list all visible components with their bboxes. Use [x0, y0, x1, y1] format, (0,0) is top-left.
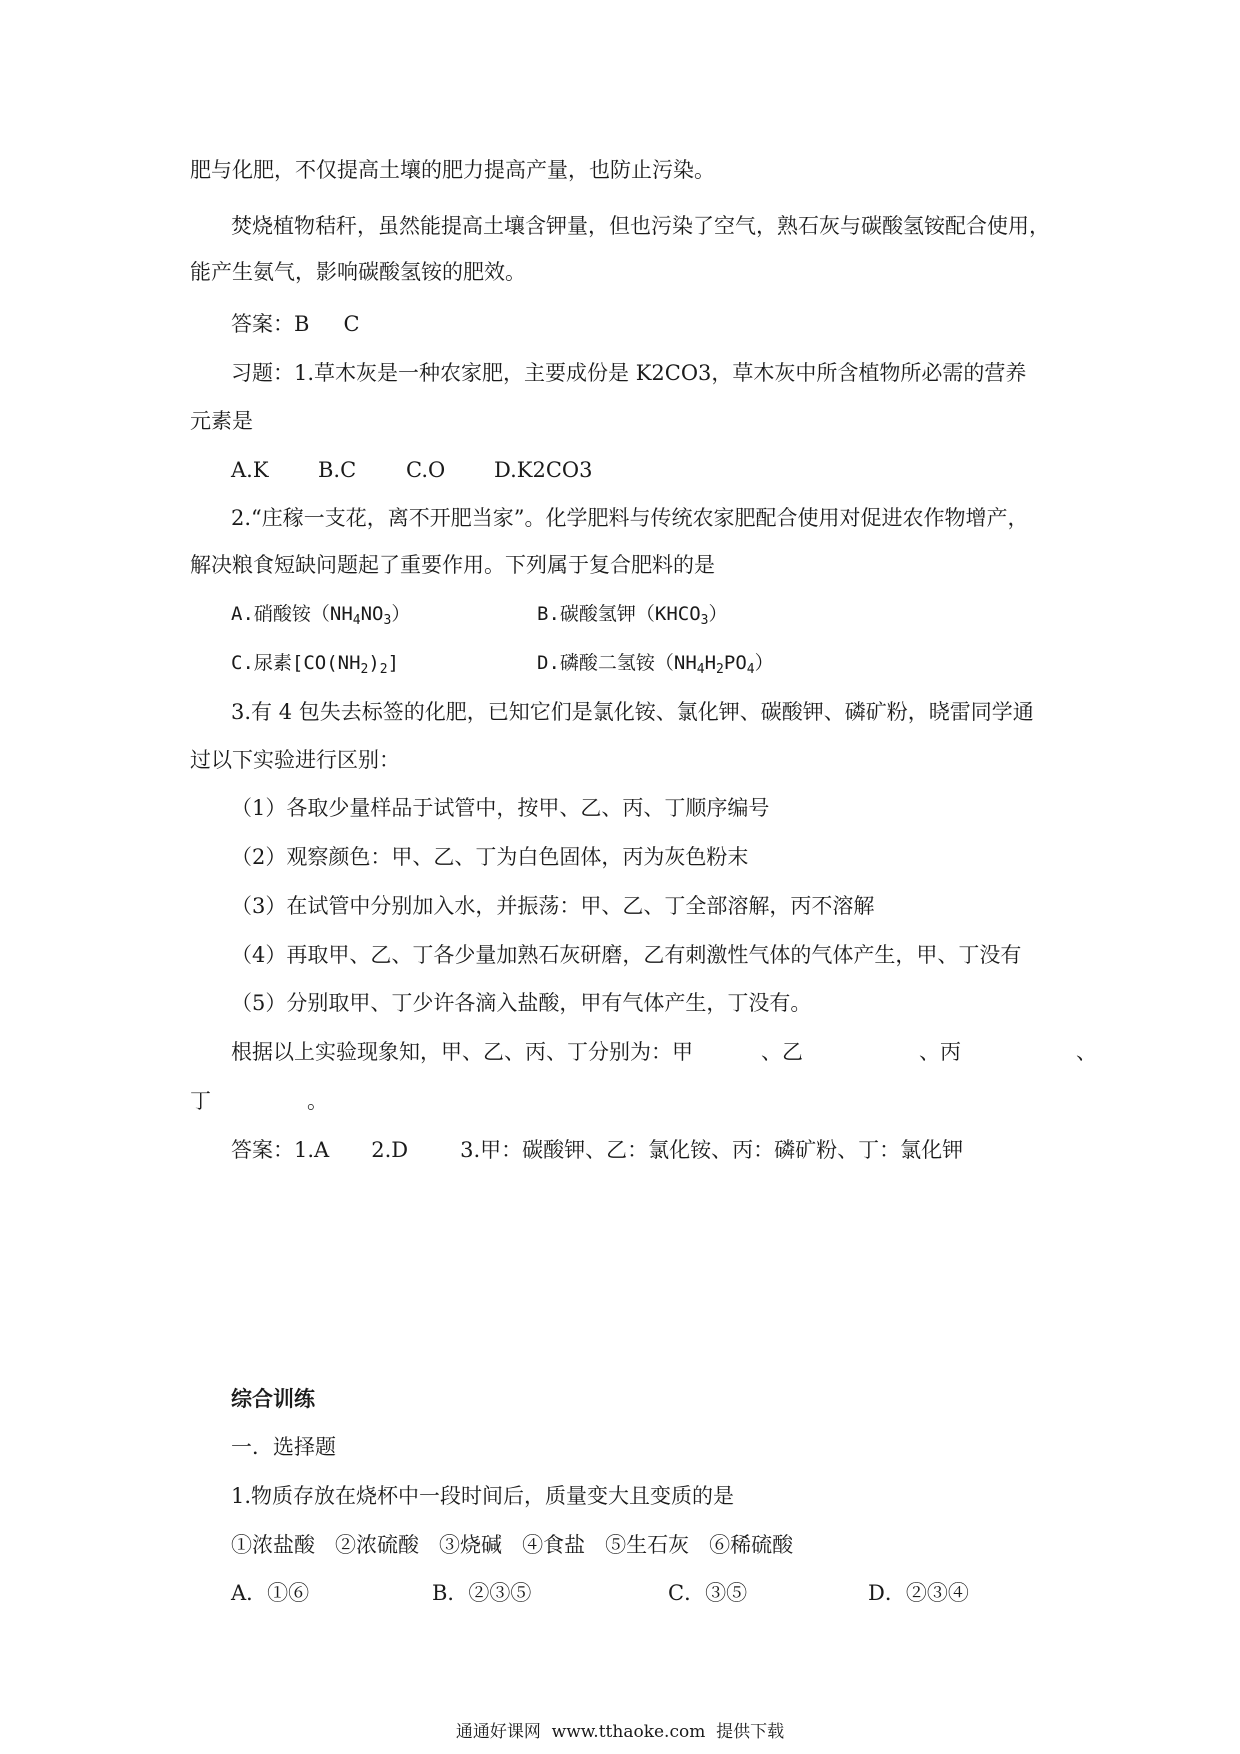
answer-line	[231, 309, 360, 339]
question-line: 习题：1.草木灰是一种农家肥，主要成份是 K2CO3，草木灰中所含植物所必需的营养	[231, 361, 1027, 385]
option-d: D.磷酸二氢铵$(NH_4H_2PO_4)$	[537, 652, 774, 677]
option-a: A．①⑥	[231, 1581, 310, 1605]
option-b: B.C	[318, 458, 357, 482]
option-b: B．②③⑤	[432, 1581, 532, 1605]
step-item: （5）分别取甲、丁少许各滴入盐酸，甲有气体产生，丁没有。	[231, 991, 812, 1015]
question-line: 元素是	[190, 409, 253, 433]
answer-label: 答案：	[231, 312, 294, 336]
fill-blank-line: 根据以上实验现象知，甲、乙、丙、丁分别为：甲 、乙 、丙 、	[231, 1040, 1097, 1064]
answer-line: 答案：1.A 2.D 3.甲：碳酸钾、乙：氯化铵、丙：磷矿粉、丁：氯化钾	[231, 1138, 964, 1162]
option-d: D.K2CO3	[494, 458, 593, 482]
option-c: C．③⑤	[668, 1581, 748, 1605]
question-line: 3.有 4 包失去标签的化肥，已知它们是氯化铵、氯化钾、碳酸钾、磷矿粉，晓雷同学通	[231, 700, 1034, 724]
question-items: ①浓盐酸 ②浓硫酸 ③烧碱 ④食盐 ⑤生石灰 ⑥稀硫酸	[231, 1533, 794, 1557]
question-line: 1.物质存放在烧杯中一段时间后，质量变大且变质的是	[231, 1484, 735, 1508]
step-item: （4）再取甲、乙、丁各少量加熟石灰研磨，乙有刺激性气体的气体产生，甲、丁没有	[231, 943, 1022, 967]
option-c: C.O	[406, 458, 446, 482]
paragraph-line: 肥与化肥，不仅提高土壤的肥力提高产量，也防止污染。	[190, 158, 715, 182]
option-a: A.硝酸铵$(NH_4NO_3)$	[231, 603, 411, 628]
question-line: 过以下实验进行区别：	[190, 748, 400, 772]
answer-choice: C	[343, 312, 360, 336]
option-b: B.碳酸氢钾$(KHCO_3)$	[537, 603, 728, 628]
section-title: 综合训练	[231, 1386, 315, 1411]
option-a: A.K	[231, 458, 269, 482]
fill-blank-line: 丁 。	[190, 1089, 328, 1113]
paragraph-line: 能产生氨气，影响碳酸氢铵的肥效。	[190, 260, 526, 284]
option-d: D．②③④	[868, 1581, 969, 1605]
step-item: （3）在试管中分别加入水，并振荡：甲、乙、丁全部溶解，丙不溶解	[231, 894, 875, 918]
answer-choice: B	[294, 312, 310, 336]
step-item: （1）各取少量样品于试管中，按甲、乙、丙、丁顺序编号	[231, 796, 770, 820]
paragraph-line: 焚烧植物秸秆，虽然能提高土壤含钾量，但也污染了空气，熟石灰与碳酸氢铵配合使用，	[231, 214, 1050, 238]
question-line: 2.“庄稼一支花，离不开肥当家”。化学肥料与传统农家肥配合使用对促进农作物增产，	[231, 506, 1029, 530]
question-line: 解决粮食短缺问题起了重要作用。下列属于复合肥料的是	[190, 553, 715, 577]
section-subtitle: 一．选择题	[231, 1435, 336, 1459]
option-c: C.尿素$[CO(NH_2)_2]$	[231, 652, 400, 677]
page-footer: 通通好课网 www.tthaoke.com 提供下载	[455, 1722, 785, 1742]
step-item: （2）观察颜色：甲、乙、丁为白色固体，丙为灰色粉末	[231, 845, 749, 869]
